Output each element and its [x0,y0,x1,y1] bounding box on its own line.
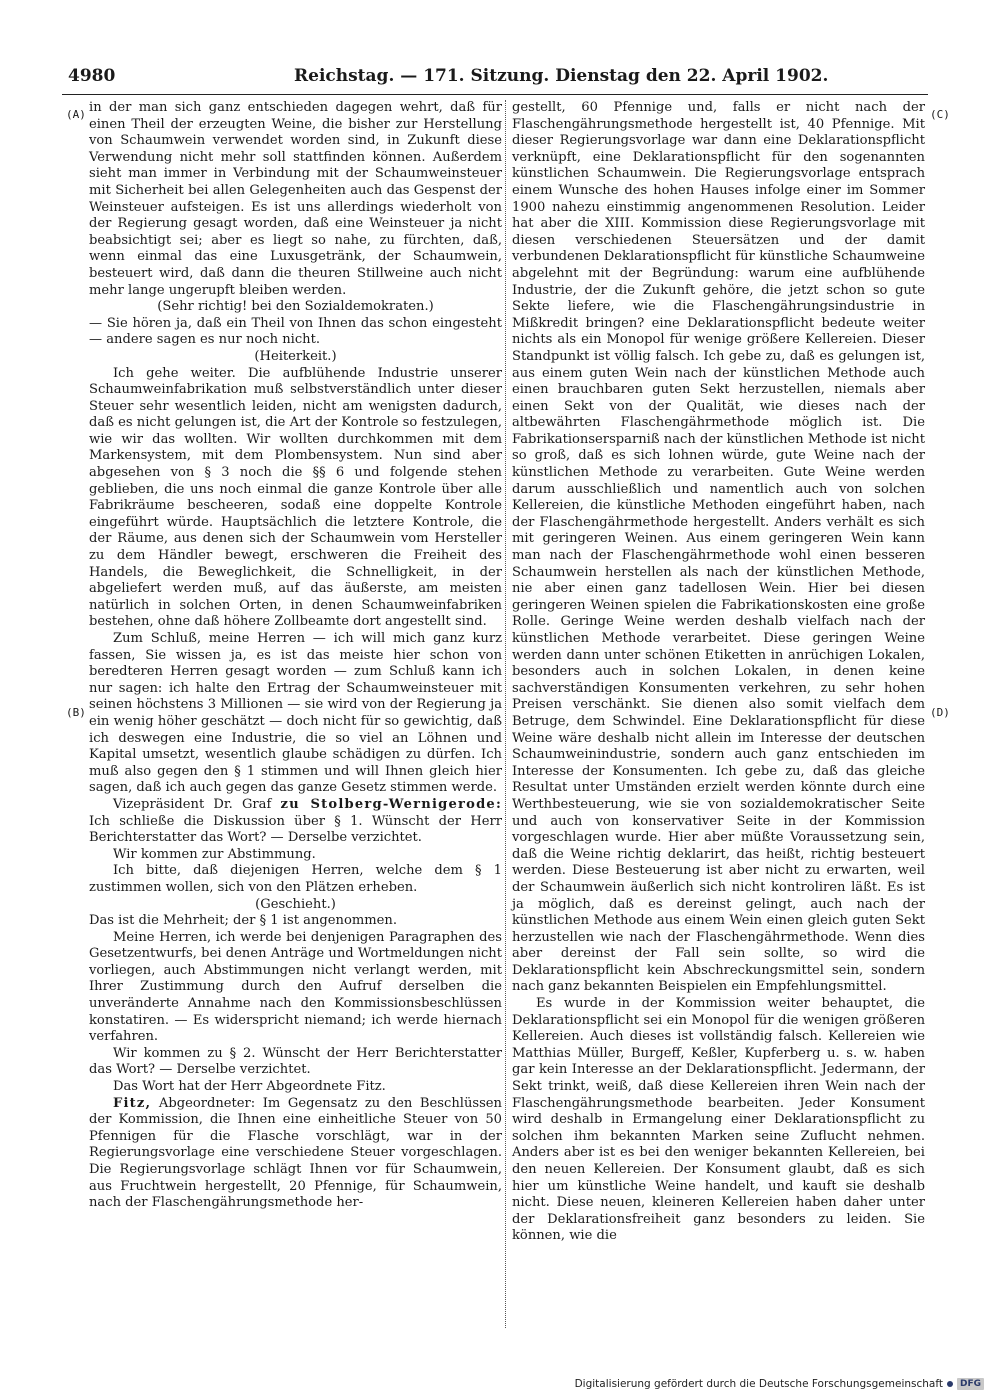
header-rule [62,94,928,95]
paragraph: Wir kommen zu § 2. Wünscht der Herr Berichterstatter das Wort? — Derselbe verzichtet. [89,1045,502,1078]
speech-text: Ich schließe die Diskussion über § 1. Wünscht der Herr Berichterstatter das Wort? — Derselbe verzichtet. [89,813,502,846]
interjection: (Heiterkeit.) [254,348,337,364]
paragraph: Ich gehe weiter. Die aufblühende Industrie unserer Schaumweinfabrikation muß selbstverständlich unter dieser Steuer sehr wesentlich leiden, nicht am wenigsten dadurch, daß es nicht gelungen ist, die Art der Kontrole so festzulegen, wie wir das wollten. Wir wollten durchkommen mit dem Markensystem, mit dem Plombensystem. Nun sind aber abgesehen von § 3 noch die §§ 6 und folgende stehen geblieben, die uns noch einmal die ganze Kontrole über alle Fabrikräume bescheeren, sodaß eine doppelte Kontrole eingeführt würde. Hauptsächlich die letztere Kontrole, die der Räume, aus denen sich der Schaumwein vom Hersteller zu dem Händler bewegt, erschweren die Freiheit des Handels, die Beweglichkeit, die Schnelligkeit, in der abgeliefert werden muß, auf das äußerste, am meisten natürlich in solchen Orten, in denen Schaumweinfabriken bestehen, ohne daß höhere Zollbeamte dort angestellt sind. [89,365,502,630]
margin-marker-b: (B) [66,706,86,719]
paragraph: — Sie hören ja, daß ein Theil von Ihnen das schon eingesteht — andere sagen es nur noch nicht. [89,315,502,348]
speaker-name: zu Stolberg-Wernigerode: [280,796,502,812]
footer-credit: Digitalisierung gefördert durch die Deutsche Forschungsgemeinschaft [574,1378,943,1390]
paragraph: in der man sich ganz entschieden dagegen wehrt, daß für einen Theil der erzeugten Weine, die bisher zur Herstellung von Schaumwein verwendet worden sind, in Zukunft diese Verwendung nicht mehr soll stattfinden können. Außerdem sieht man immer in Verbindung mit der Schaumweinsteuer mit Sicherheit bei allen Gelegenheiten auch das Gespenst der Weinsteuer aufsteigen. Es ist uns allerdings wiederholt von der Regierung gesagt worden, daß eine Weinsteuer ja nicht beabsichtigt sei; aber es liegt so nahe, zu fürchten, daß, wenn einmal das eine Luxusgetränk, der Schaumwein, besteuert wird, daß dann die theuren Stillweine auch nicht mehr lange ungerupft bleiben werden. [89,100,502,298]
paragraph: Wir kommen zur Abstimmung. [113,846,316,862]
right-column [512,100,925,1245]
page-number: 4980 [68,66,116,86]
speaker-paragraph [89,1096,502,1212]
session-title: Reichstag. — 171. Sitzung. Dienstag den 22. April 1902. [294,66,829,86]
paragraph: Das ist die Mehrheit; der § 1 ist angenommen. [89,913,397,929]
left-column [89,100,502,1212]
paragraph: Es wurde in der Kommission weiter behauptet, die Deklarationspflicht sei ein Monopol für die wenigen größeren Kellereien. Auch dieses ist vollständig falsch. Kellereien wie Matthias Müller, Burgeff, Keßler, Kupferberg u. s. w. haben gar kein Interesse an der Deklarationspflicht. Jedermann, der Sekt trinkt, weiß, daß diese Kellereien ihren Wein nach der Flaschengährungsmethode bearbeiten. Jeder Konsument wird deshalb in Ermangelung einer Deklarationspflicht zu solchen ihm bekannten Marken seine Zuflucht nehmen. Anders aber ist es bei den weniger bekannten Kellereien, bei den neuen Kellereien. Der Konsument glaubt, daß es sich hier um künstliche Weine handelt, und kauft sie deshalb nicht. Diese neuen, kleineren Kellereien haben daher unter der Deklarationsfreiheit ganz besonders zu leiden. Sie können, wie die [512,996,925,1244]
column-divider [505,100,506,1328]
paragraph: Das Wort hat der Herr Abgeordnete Fitz. [113,1079,386,1095]
margin-marker-a: (A) [66,108,86,121]
speaker-title: Vizepräsident Dr. Graf [113,796,281,812]
speaker-paragraph [89,797,502,847]
page-header [68,62,928,92]
paragraph: gestellt, 60 Pfennige und, falls er nicht nach der Flaschengährungsmethode hergestellt ist, 40 Pfennige. Mit dieser Regierungsvorlage war dann eine Deklarationspflicht verknüpft, eine Deklarationspflicht für den sogenannten künstlichen Schaumwein. Die Regierungsvorlage entsprach einem Wunsche des hohen Hauses infolge einer im Sommer 1900 nahezu einstimmig angenommenen Resolution. Leider hat aber die XIII. Kommission diese Regierungsvorlage mit diesen verschiedenen Steuersätzen und der damit verbundenen Deklarationspflicht für künstliche Schaumweine abgelehnt mit der Begründung: warum eine aufblühende Industrie, der die Zukunft gehöre, die jetzt schon so gute Sekte liefere, wie die Flaschengährungsindustrie in Mißkredit bringen? eine Deklarationspflicht bedeute weiter nichts als ein Monopol für wenige größere Kellereien. Dieser Standpunkt ist völlig falsch. Ich gebe zu, daß es gelungen ist, aus einem guten Wein nach der künstlichen Methode auch einen brauchbaren guten Sekt herzustellen, niemals aber einen Sekt von der Qualität, wie dieses nach der altbewährten Flaschengährmethode möglich ist. Die Fabrikationsersparniß nach der künstlichen Methode ist nicht so groß, daß es sich lohnen würde, gute Weine nach der künstlichen Methode zu verarbeiten. Gute Weine werden darum ausschließlich und namentlich auch von solchen Kellereien, die künstliche Methoden eingeführt haben, nach der Flaschengährmethode hergestellt. Anders verhält es sich mit geringeren Weinen. Aus einem geringeren Wein kann man nach der Flaschengährmethode wohl einen besseren Schaumwein herstellen als nach der künstlichen Methode, nie aber einen ganz tadellosen Wein. Hier bei diesen geringeren Weinen spielen die Fabrikationskosten eine große Rolle. Geringe Weine werden deshalb vielfach nach der künstlichen Methode verarbeitet. Diese geringen Weine werden dann unter schönen Etiketten in anrüchigen Lokalen, besonders auch in solchen Lokalen, in denen keine sachverständigen Konsumenten verkehren, zu sehr hohen Preisen verschänkt. Sie dienen also somit vielfach dem Betruge, dem Schwindel. Eine Deklarationspflicht für diese Weine wäre deshalb nicht allein im Interesse der deutschen Schaumweinindustrie, sondern auch ganz entschieden im Interesse der Konsumenten. Ich gebe zu, daß das gleiche Resultat unter Umständen erzielt werden könnte durch eine Werthbesteuerung, wie sie von sozialdemokratischer Seite und auch von konservativer Seite in der Kommission vorgeschlagen wurde. Hier aber müßte Voraussetzung sein, daß die Weine richtig deklarirt, das heißt, richtig besteuert werden. Diese Besteuerung ist aber nicht zu erwarten, weil der Schaumwein äußerlich sich nicht kontroliren läßt. Es ist ja möglich, daß es dereinst gelingt, auch nach der künstlichen Methode aus einem Wein einen gleich guten Sekt herzustellen wie nach der Flaschengährmethode. Wenn dies aber dereinst der Fall sein sollte, so wird die Deklarationspflicht kein Abschreckungsmittel sein, sondern nach ganz bekannten Beispielen ein Empfehlungsmittel. [512,100,925,995]
interjection: (Geschieht.) [255,896,336,912]
speech-text: Abgeordneter: Im Gegensatz zu den Beschlüssen der Kommission, die Ihnen eine einheitliche Steuer von 50 Pfennigen für die Flasche vorschlägt, war in der Regierungsvorlage eine verschiedene Steuer vorgeschlagen. Die Regierungsvorlage schlägt Ihnen vor für Schaumwein, aus Fruchtwein hergestellt, 20 Pfennige, für Schaumwein, nach der Flaschengährungsmethode her- [89,1095,502,1211]
dfg-dot-icon [947,1381,953,1387]
paragraph: Meine Herren, ich werde bei denjenigen Paragraphen des Gesetzentwurfs, bei denen Anträge und Wortmeldungen nicht vorliegen, auch Abstimmungen nicht verlangt werden, mit Ihrer Zustimmung durch den Aufruf derselben die unveränderte Annahme nach den Kommissionsbeschlüssen konstatiren. — Es widerspricht niemand; ich werde hiernach verfahren. [89,929,502,1045]
paragraph: Zum Schluß, meine Herren — ich will mich ganz kurz fassen, Sie wissen ja, es ist das meiste hier schon von beredteren Herren gesagt worden — zum Schluß kann ich nur sagen: ich halte den Ertrag der Schaumweinsteuer mit seinen höchstens 3 Millionen — sie wird von der Regierung ja ein wenig höher geschätzt — doch nicht für so gewichtig, daß ich deswegen eine Industrie, die so viel an Löhnen und Kapital umsetzt, wesentlich glaube schädigen zu dürfen. Ich muß also gegen den § 1 stimmen und will Ihnen gleich hier sagen, daß ich auch gegen das ganze Gesetz stimmen werde. [89,631,502,796]
page-footer [575,1377,984,1391]
margin-marker-d: (D) [930,706,950,719]
margin-marker-c: (C) [930,108,950,121]
speaker-name: Fitz, [113,1095,152,1111]
dfg-logo-icon: DFG [957,1378,984,1390]
paragraph: Ich bitte, daß diejenigen Herren, welche dem § 1 zustimmen wollen, sich von den Plätzen erheben. [89,863,502,895]
interjection: (Sehr richtig! bei den Sozialdemokraten.) [157,299,434,315]
